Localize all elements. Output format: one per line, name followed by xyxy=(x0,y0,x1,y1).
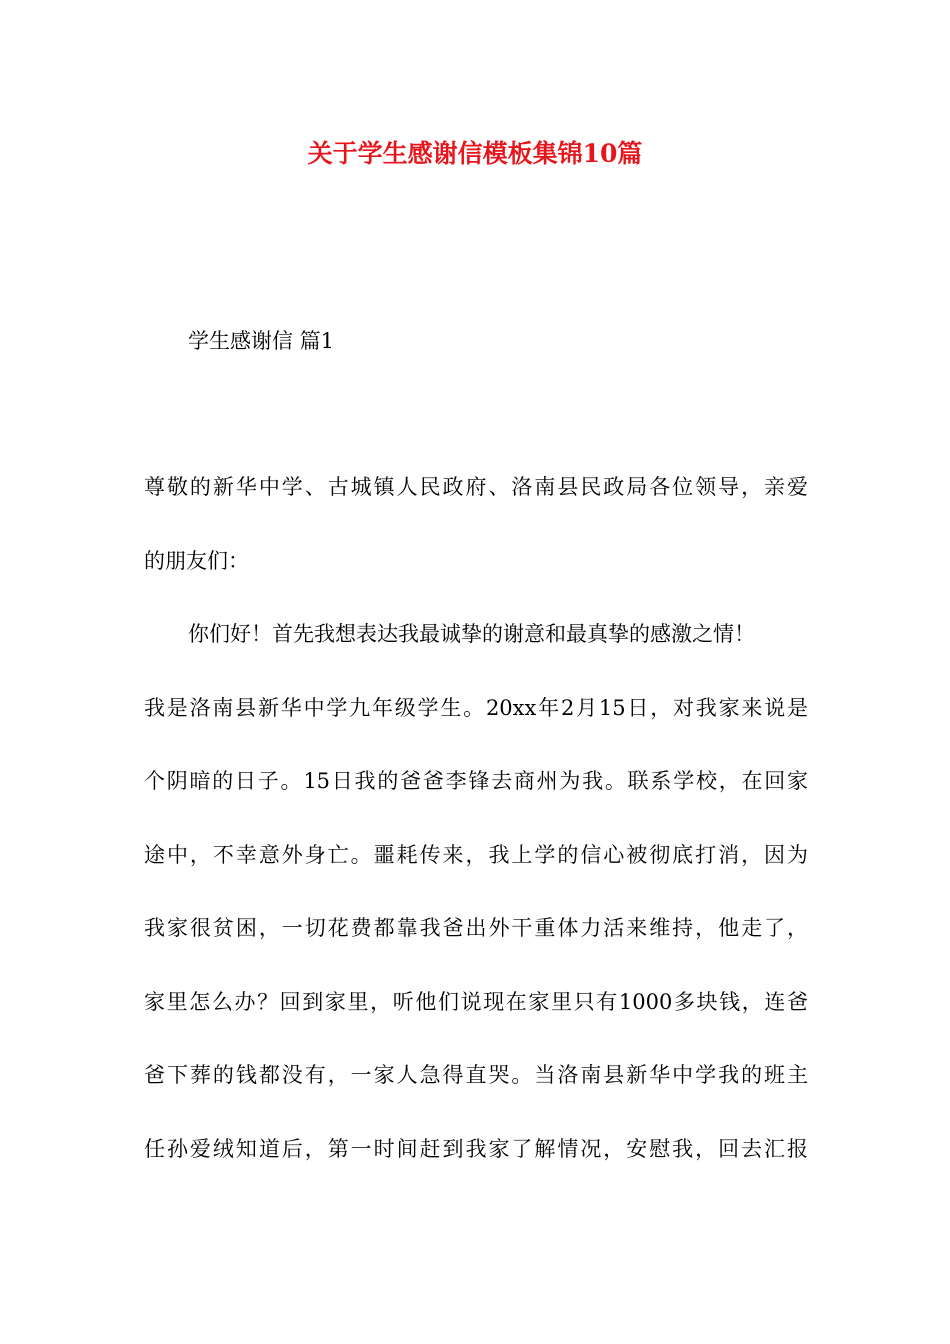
letter-body xyxy=(144,471,808,1206)
document-title: 关于学生感谢信模板集锦10篇 xyxy=(307,139,643,168)
body-line: 我是洛南县新华中学九年级学生。20xx年2月15日，对我家来说是 xyxy=(144,695,808,720)
body-line: 途中，不幸意外身亡。噩耗传来，我上学的信心被彻底打消，因为 xyxy=(144,842,808,867)
body-line: 个阴暗的日子。15日我的爸爸李锋去商州为我。联系学校，在回家 xyxy=(144,769,808,793)
body-line: 爸下葬的钱都没有，一家人急得直哭。当洛南县新华中学我的班主 xyxy=(144,1063,808,1087)
body-line: 家里怎么办？回到家里，听他们说现在家里只有1000多块钱，连爸 xyxy=(144,989,808,1014)
body-line: 的朋友们： xyxy=(144,548,249,573)
body-line: 尊敬的新华中学、古城镇人民政府、洛南县民政局各位领导，亲爱 xyxy=(144,475,808,499)
section-heading: 学生感谢信 篇1 xyxy=(188,329,335,353)
body-line: 我家很贫困，一切花费都靠我爸出外干重体力活来维持，他走了， xyxy=(144,916,808,940)
body-line: 任孙爱绒知道后，第一时间赶到我家了解情况，安慰我，回去汇报 xyxy=(144,1136,808,1161)
body-line: 你们好！首先我想表达我最诚挚的谢意和最真挚的感激之情！ xyxy=(188,622,755,646)
